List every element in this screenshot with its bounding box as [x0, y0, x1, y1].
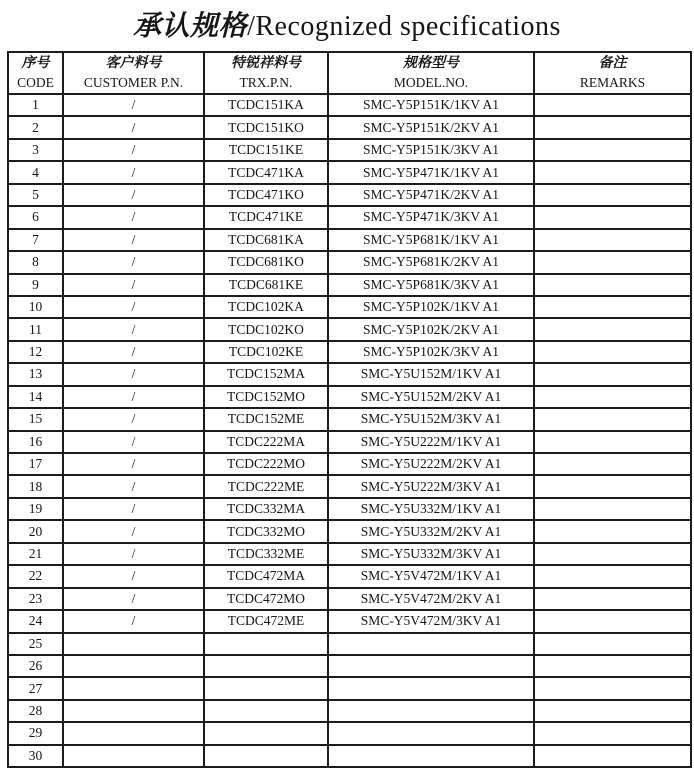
cell-remarks — [534, 184, 691, 206]
cell-model-no — [328, 677, 534, 699]
cell-trx-pn: TCDC152MA — [204, 363, 328, 385]
table-row — [8, 722, 691, 744]
cell-model-no: SMC-Y5U222M/2KV A1 — [328, 453, 534, 475]
cell-code: 6 — [8, 206, 63, 228]
cell-code: 27 — [8, 677, 63, 699]
cell-remarks — [534, 610, 691, 632]
col-header-trx-pn — [204, 52, 328, 94]
cell-remarks — [534, 633, 691, 655]
cell-remarks — [534, 229, 691, 251]
table-row — [8, 745, 691, 767]
table-row — [8, 94, 691, 116]
cell-customer-pn: / — [63, 116, 204, 138]
cell-remarks — [534, 161, 691, 183]
cell-customer-pn: / — [63, 386, 204, 408]
spec-table — [7, 51, 692, 768]
cell-customer-pn — [63, 745, 204, 767]
cell-code: 21 — [8, 543, 63, 565]
cell-customer-pn: / — [63, 431, 204, 453]
cell-trx-pn: TCDC471KE — [204, 206, 328, 228]
cell-remarks — [534, 116, 691, 138]
page-title-chinese: 承认规格 — [133, 11, 248, 42]
cell-customer-pn: / — [63, 206, 204, 228]
cell-customer-pn: / — [63, 610, 204, 632]
cell-remarks — [534, 655, 691, 677]
cell-remarks — [534, 431, 691, 453]
cell-remarks — [534, 475, 691, 497]
cell-customer-pn — [63, 677, 204, 699]
cell-code: 5 — [8, 184, 63, 206]
cell-trx-pn — [204, 677, 328, 699]
cell-model-no: SMC-Y5U152M/2KV A1 — [328, 386, 534, 408]
cell-trx-pn: TCDC472ME — [204, 610, 328, 632]
table-body — [8, 94, 691, 767]
cell-remarks — [534, 206, 691, 228]
cell-model-no: SMC-Y5U332M/3KV A1 — [328, 543, 534, 565]
cell-trx-pn: TCDC222ME — [204, 475, 328, 497]
spec-sheet-page — [0, 4, 694, 779]
cell-customer-pn: / — [63, 588, 204, 610]
table-row — [8, 453, 691, 475]
cell-code: 8 — [8, 251, 63, 273]
table-row — [8, 588, 691, 610]
table-row — [8, 700, 691, 722]
table-row — [8, 206, 691, 228]
cell-model-no: SMC-Y5P471K/2KV A1 — [328, 184, 534, 206]
cell-trx-pn: TCDC222MO — [204, 453, 328, 475]
cell-customer-pn: / — [63, 161, 204, 183]
page-title-english: /Recognized specifications — [247, 11, 561, 42]
cell-remarks — [534, 341, 691, 363]
table-row — [8, 184, 691, 206]
cell-remarks — [534, 94, 691, 116]
cell-code: 14 — [8, 386, 63, 408]
table-row — [8, 296, 691, 318]
col-header-code — [8, 52, 63, 94]
cell-customer-pn: / — [63, 274, 204, 296]
cell-model-no — [328, 655, 534, 677]
table-row — [8, 543, 691, 565]
cell-trx-pn — [204, 745, 328, 767]
table-row — [8, 229, 691, 251]
cell-customer-pn: / — [63, 341, 204, 363]
cell-trx-pn: TCDC332ME — [204, 543, 328, 565]
col-header-remarks — [534, 52, 691, 94]
cell-customer-pn: / — [63, 565, 204, 587]
cell-trx-pn: TCDC332MO — [204, 520, 328, 542]
table-row — [8, 655, 691, 677]
cell-code: 12 — [8, 341, 63, 363]
col-header-code-en: CODE — [17, 75, 54, 90]
cell-code: 30 — [8, 745, 63, 767]
cell-customer-pn: / — [63, 139, 204, 161]
cell-remarks — [534, 520, 691, 542]
cell-model-no: SMC-Y5P151K/3KV A1 — [328, 139, 534, 161]
cell-trx-pn: TCDC472MA — [204, 565, 328, 587]
cell-remarks — [534, 588, 691, 610]
table-row — [8, 116, 691, 138]
cell-customer-pn: / — [63, 453, 204, 475]
cell-customer-pn: / — [63, 184, 204, 206]
cell-customer-pn — [63, 722, 204, 744]
cell-code: 11 — [8, 318, 63, 340]
col-header-model-no-cn: 规格型号 — [403, 56, 459, 71]
col-header-model-no-en: MODEL.NO. — [393, 75, 469, 90]
cell-trx-pn: TCDC151KA — [204, 94, 328, 116]
cell-remarks — [534, 453, 691, 475]
cell-customer-pn: / — [63, 543, 204, 565]
cell-remarks — [534, 274, 691, 296]
cell-customer-pn — [63, 700, 204, 722]
cell-remarks — [534, 498, 691, 520]
cell-code: 4 — [8, 161, 63, 183]
cell-trx-pn — [204, 655, 328, 677]
cell-code: 28 — [8, 700, 63, 722]
cell-trx-pn: TCDC102KA — [204, 296, 328, 318]
col-header-code-cn: 序号 — [21, 56, 50, 71]
cell-trx-pn: TCDC471KA — [204, 161, 328, 183]
table-row — [8, 363, 691, 385]
cell-trx-pn: TCDC102KE — [204, 341, 328, 363]
cell-code: 3 — [8, 139, 63, 161]
cell-trx-pn — [204, 700, 328, 722]
cell-trx-pn: TCDC152MO — [204, 386, 328, 408]
cell-model-no: SMC-Y5P471K/3KV A1 — [328, 206, 534, 228]
cell-model-no: SMC-Y5P681K/2KV A1 — [328, 251, 534, 273]
cell-model-no: SMC-Y5U222M/1KV A1 — [328, 431, 534, 453]
cell-customer-pn: / — [63, 94, 204, 116]
cell-trx-pn: TCDC332MA — [204, 498, 328, 520]
cell-model-no: SMC-Y5V472M/3KV A1 — [328, 610, 534, 632]
table-row — [8, 341, 691, 363]
cell-trx-pn: TCDC681KE — [204, 274, 328, 296]
cell-customer-pn — [63, 655, 204, 677]
cell-model-no: SMC-Y5P151K/2KV A1 — [328, 116, 534, 138]
table-row — [8, 677, 691, 699]
cell-trx-pn: TCDC151KE — [204, 139, 328, 161]
cell-remarks — [534, 251, 691, 273]
table-row — [8, 610, 691, 632]
cell-trx-pn: TCDC222MA — [204, 431, 328, 453]
table-row — [8, 565, 691, 587]
cell-customer-pn: / — [63, 408, 204, 430]
cell-customer-pn: / — [63, 363, 204, 385]
cell-trx-pn: TCDC472MO — [204, 588, 328, 610]
cell-code: 20 — [8, 520, 63, 542]
cell-trx-pn: TCDC152ME — [204, 408, 328, 430]
cell-model-no — [328, 745, 534, 767]
cell-customer-pn: / — [63, 520, 204, 542]
cell-customer-pn: / — [63, 296, 204, 318]
cell-remarks — [534, 677, 691, 699]
table-row — [8, 386, 691, 408]
cell-trx-pn: TCDC471KO — [204, 184, 328, 206]
cell-code: 1 — [8, 94, 63, 116]
cell-code: 16 — [8, 431, 63, 453]
header-row — [8, 52, 691, 94]
cell-model-no: SMC-Y5V472M/1KV A1 — [328, 565, 534, 587]
cell-code: 7 — [8, 229, 63, 251]
cell-customer-pn: / — [63, 318, 204, 340]
cell-trx-pn: TCDC681KA — [204, 229, 328, 251]
cell-customer-pn — [63, 633, 204, 655]
col-header-model-no — [328, 52, 534, 94]
cell-code: 18 — [8, 475, 63, 497]
table-row — [8, 139, 691, 161]
col-header-customer-pn-cn: 客户料号 — [105, 56, 162, 71]
cell-remarks — [534, 543, 691, 565]
cell-model-no: SMC-Y5P102K/1KV A1 — [328, 296, 534, 318]
cell-model-no — [328, 633, 534, 655]
cell-code: 2 — [8, 116, 63, 138]
cell-remarks — [534, 363, 691, 385]
cell-trx-pn: TCDC102KO — [204, 318, 328, 340]
cell-code: 10 — [8, 296, 63, 318]
cell-remarks — [534, 318, 691, 340]
cell-code: 13 — [8, 363, 63, 385]
cell-remarks — [534, 745, 691, 767]
cell-model-no: SMC-Y5U332M/1KV A1 — [328, 498, 534, 520]
cell-model-no: SMC-Y5P681K/1KV A1 — [328, 229, 534, 251]
page-title — [0, 4, 694, 44]
table-row — [8, 274, 691, 296]
cell-customer-pn: / — [63, 229, 204, 251]
cell-model-no: SMC-Y5P102K/2KV A1 — [328, 318, 534, 340]
table-row — [8, 633, 691, 655]
cell-code: 9 — [8, 274, 63, 296]
table-row — [8, 498, 691, 520]
cell-code: 19 — [8, 498, 63, 520]
cell-code: 15 — [8, 408, 63, 430]
cell-trx-pn: TCDC681KO — [204, 251, 328, 273]
cell-model-no: SMC-Y5P102K/3KV A1 — [328, 341, 534, 363]
cell-model-no: SMC-Y5P681K/3KV A1 — [328, 274, 534, 296]
cell-model-no: SMC-Y5V472M/2KV A1 — [328, 588, 534, 610]
col-header-remarks-cn: 备注 — [598, 56, 627, 71]
table-row — [8, 408, 691, 430]
cell-remarks — [534, 700, 691, 722]
cell-code: 22 — [8, 565, 63, 587]
col-header-customer-pn — [63, 52, 204, 94]
cell-model-no: SMC-Y5P151K/1KV A1 — [328, 94, 534, 116]
cell-model-no: SMC-Y5U332M/2KV A1 — [328, 520, 534, 542]
table-row — [8, 475, 691, 497]
cell-model-no — [328, 722, 534, 744]
cell-remarks — [534, 722, 691, 744]
cell-code: 23 — [8, 588, 63, 610]
cell-model-no: SMC-Y5U152M/1KV A1 — [328, 363, 534, 385]
table-row — [8, 251, 691, 273]
cell-code: 24 — [8, 610, 63, 632]
cell-customer-pn: / — [63, 498, 204, 520]
cell-model-no — [328, 700, 534, 722]
table-row — [8, 161, 691, 183]
cell-remarks — [534, 408, 691, 430]
cell-remarks — [534, 296, 691, 318]
table-row — [8, 431, 691, 453]
cell-customer-pn: / — [63, 475, 204, 497]
col-header-remarks-en: REMARKS — [579, 75, 646, 90]
cell-code: 26 — [8, 655, 63, 677]
table-row — [8, 318, 691, 340]
cell-customer-pn: / — [63, 251, 204, 273]
table-row — [8, 520, 691, 542]
cell-code: 29 — [8, 722, 63, 744]
cell-model-no: SMC-Y5P471K/1KV A1 — [328, 161, 534, 183]
col-header-trx-pn-cn: 特锐祥料号 — [231, 56, 301, 71]
cell-remarks — [534, 565, 691, 587]
cell-code: 25 — [8, 633, 63, 655]
cell-code: 17 — [8, 453, 63, 475]
cell-remarks — [534, 386, 691, 408]
cell-trx-pn: TCDC151KO — [204, 116, 328, 138]
cell-trx-pn — [204, 633, 328, 655]
cell-trx-pn — [204, 722, 328, 744]
cell-remarks — [534, 139, 691, 161]
cell-model-no: SMC-Y5U222M/3KV A1 — [328, 475, 534, 497]
col-header-customer-pn-en: CUSTOMER P.N. — [83, 75, 184, 90]
cell-model-no: SMC-Y5U152M/3KV A1 — [328, 408, 534, 430]
col-header-trx-pn-en: TRX.P.N. — [239, 75, 293, 90]
